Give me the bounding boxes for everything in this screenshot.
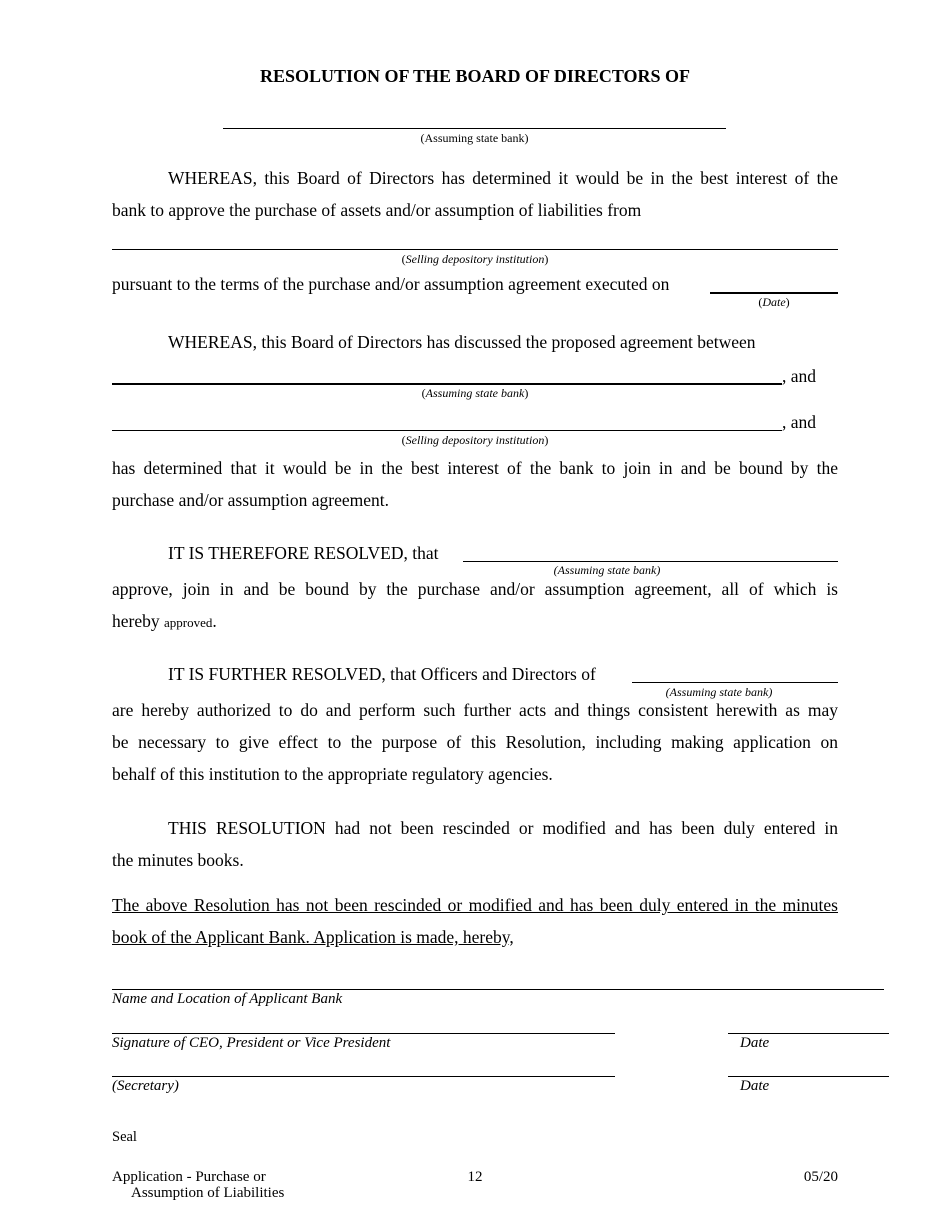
- date-label-2: Date: [740, 1078, 770, 1094]
- date-caption: (Date): [758, 295, 790, 309]
- further-line-2: are hereby authorized to do and perform such further acts and things consistent herewith as may: [112, 700, 838, 720]
- selling-institution-caption-2: (Selling depository institution): [401, 433, 549, 447]
- seal-label: Seal: [112, 1129, 137, 1145]
- pursuant-text: pursuant to the terms of the purchase and/or assumption agreement executed on: [112, 274, 670, 294]
- name-location-line: [112, 989, 884, 990]
- whereas-2-line-3: has determined that it would be in the best interest of the bank to join in and be bound by the: [112, 458, 838, 478]
- revision-date: 05/20: [803, 1169, 838, 1185]
- whereas-1-line-1: WHEREAS, this Board of Directors has determined it would be in the best interest of the: [168, 168, 838, 188]
- selling-institution-line: [112, 249, 838, 250]
- further-bank-caption: (Assuming state bank): [665, 685, 773, 699]
- secretary-label: (Secretary): [112, 1078, 179, 1094]
- therefore-bank-line: [463, 561, 838, 562]
- therefore-line-2: approve, join in and be bound by the purchase and/or assumption agreement, all of which is: [112, 579, 838, 599]
- page-number: 12: [467, 1169, 483, 1185]
- resolution-status-line-1: THIS RESOLUTION had not been rescinded or modified and has been duly entered in: [168, 818, 838, 838]
- whereas-2-line-1: WHEREAS, this Board of Directors has discussed the proposed agreement between: [168, 332, 756, 352]
- resolution-status-line-2: the minutes books.: [112, 850, 244, 870]
- date-label-1: Date: [740, 1035, 770, 1051]
- date-line: [710, 292, 838, 294]
- assuming-bank-line-2: [112, 383, 782, 385]
- and-1: , and: [782, 366, 817, 386]
- assuming-bank-line: [223, 128, 726, 129]
- therefore-resolved-lead: IT IS THEREFORE RESOLVED, that: [168, 543, 439, 563]
- whereas-2-line-4: purchase and/or assumption agreement.: [112, 490, 389, 510]
- footer-form-name: Application - Purchase or Assumption of Liabilities: [112, 1169, 285, 1201]
- further-line-3: be necessary to give effect to the purpose of this Resolution, including making application on: [112, 732, 838, 752]
- further-bank-line: [632, 682, 838, 683]
- whereas-1-line-2: bank to approve the purchase of assets and/or assumption of liabilities from: [112, 200, 642, 220]
- and-2: , and: [782, 412, 817, 432]
- assuming-bank-caption: (Assuming state bank): [420, 131, 529, 145]
- page-title: RESOLUTION OF THE BOARD OF DIRECTORS OF: [259, 66, 691, 86]
- therefore-bank-caption: (Assuming state bank): [553, 563, 661, 577]
- ceo-signature-line: [112, 1033, 615, 1034]
- secretary-signature-line: [112, 1076, 615, 1077]
- assuming-bank-caption-2: (Assuming state bank): [421, 386, 529, 400]
- further-resolved-lead: IT IS FURTHER RESOLVED, that Officers and Directors of: [168, 664, 596, 684]
- ceo-signature-label: Signature of CEO, President or Vice President: [112, 1035, 391, 1051]
- date-line-1: [728, 1033, 889, 1034]
- date-line-2: [728, 1076, 889, 1077]
- therefore-line-3: hereby approved.: [112, 611, 217, 631]
- selling-institution-line-2: [112, 430, 782, 431]
- name-location-label: Name and Location of Applicant Bank: [112, 991, 343, 1007]
- selling-institution-caption: (Selling depository institution): [401, 252, 549, 266]
- further-line-4: behalf of this institution to the appropriate regulatory agencies.: [112, 764, 553, 784]
- application-statement-line-2: book of the Applicant Bank. Application is made, hereby,: [112, 927, 514, 947]
- application-statement-line-1: The above Resolution has not been rescinded or modified and has been duly entered in the minutes: [112, 895, 838, 915]
